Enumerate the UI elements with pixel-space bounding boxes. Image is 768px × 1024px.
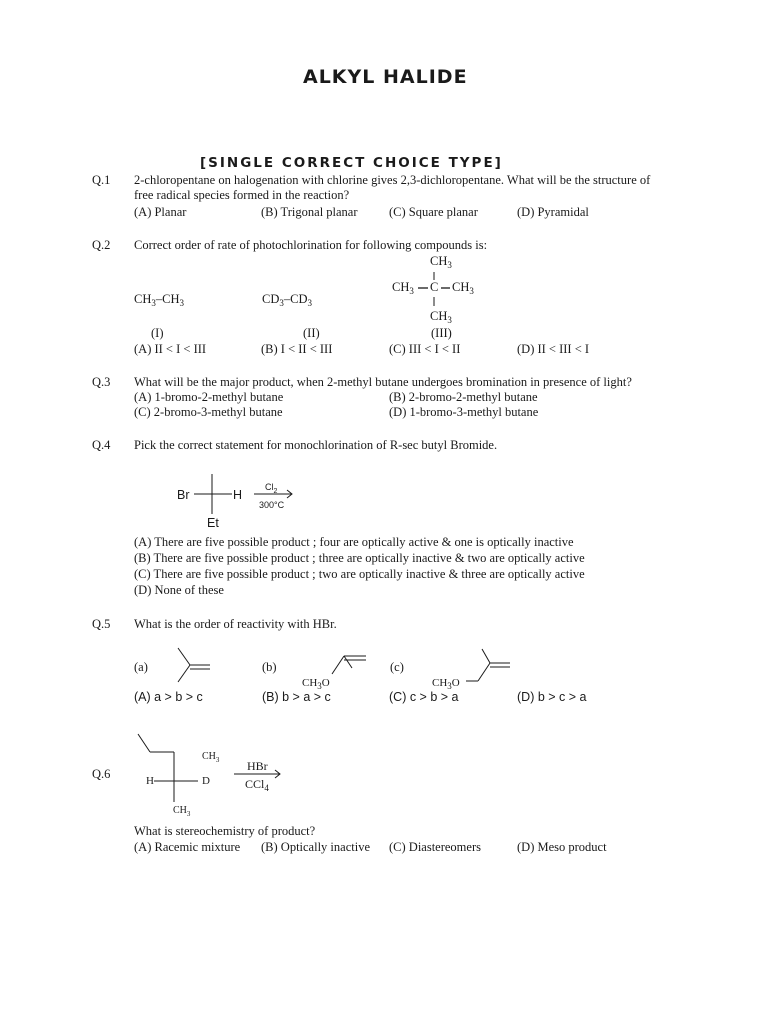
q5-structure-b [320, 644, 380, 684]
q5-structure-c-methoxy: $CH_3O$ [432, 677, 460, 691]
q4-bromine-label: Br [177, 488, 190, 502]
q2-neo-top-methyl: $CH_3$ [430, 254, 452, 270]
q2-option-a[interactable]: (A) II < I < III [134, 342, 207, 356]
q4-option-a[interactable]: (A) There are five possible product ; four are optically active & one is optically inactive [134, 535, 574, 549]
section-subtitle: [SINGLE CORRECT CHOICE TYPE] [200, 155, 503, 171]
q6-methyl-bottom: $CH_3$ [173, 805, 191, 818]
question-text-6: What is stereochemistry of product? [134, 824, 316, 838]
q2-option-c[interactable]: (C) III < I < II [389, 342, 461, 356]
q4-option-d[interactable]: (D) None of these [134, 583, 224, 597]
question-number-5: Q.5 [92, 617, 111, 631]
q5-structure-b-methoxy: $CH_3O$ [302, 677, 330, 691]
q5-option-d[interactable]: (D) b > c > a [517, 690, 587, 704]
question-number-6: Q.6 [92, 767, 111, 781]
q2-neo-bottom-methyl: $CH_3$ [430, 309, 452, 325]
q6-option-a[interactable]: (A) Racemic mixture [134, 840, 241, 854]
q5-option-b[interactable]: (B) b > a > c [262, 690, 331, 704]
q5-label-a: (a) [134, 660, 148, 674]
question-text-4: Pick the correct statement for monochlorination of R-sec butyl Bromide. [134, 438, 498, 452]
q5-option-a[interactable]: (A) a > b > c [134, 690, 203, 704]
q5-option-c[interactable]: (C) c > b > a [389, 690, 459, 704]
q6-fischer-structure [134, 732, 304, 812]
q6-deuterium-label: D [202, 775, 210, 787]
q6-methyl-top: $CH_3$ [202, 751, 220, 764]
q5-label-c: (c) [390, 660, 404, 674]
q4-option-c[interactable]: (C) There are five possible product ; two are optically inactive & three are optically active [134, 567, 585, 581]
question-number-2: Q.2 [92, 238, 111, 252]
q2-neo-right-methyl: $CH_3$ [452, 280, 474, 296]
q2-neo-left-methyl: $CH_3$ [392, 280, 414, 296]
q4-fischer-structure [190, 472, 330, 532]
q2-neo-bonds [410, 262, 470, 325]
q2-label-2: (II) [303, 326, 320, 340]
q4-reagent-bottom: 300°C [259, 500, 285, 510]
question-text-1b: free radical species formed in the reaction? [134, 188, 350, 202]
q5-structure-c [462, 643, 522, 683]
q4-ethyl-label: Et [207, 516, 219, 530]
q6-option-d[interactable]: (D) Meso product [517, 840, 607, 854]
question-number-1: Q.1 [92, 173, 111, 187]
page-title: ALKYL HALIDE [303, 66, 468, 88]
q1-option-c[interactable]: (C) Square planar [389, 205, 478, 219]
question-text-2: Correct order of rate of photochlorination for following compounds is: [134, 238, 488, 252]
q2-compound-deuteroethane: $CD_3-CD_3$ [262, 292, 312, 308]
q5-label-b: (b) [262, 660, 277, 674]
q6-reagent-bottom: CCl$_4$ [245, 777, 269, 793]
q4-reagent-top: $Cl_2$ [265, 482, 278, 495]
question-text-1a: 2-chloropentane on halogenation with chlorine gives 2,3-dichloropentane. What will be the structure of [134, 173, 651, 187]
q1-option-a[interactable]: (A) Planar [134, 205, 187, 219]
question-text-3: What will be the major product, when 2-methyl butane undergoes bromination in presence of light? [134, 375, 632, 389]
q6-reagent-top: HBr [247, 759, 268, 773]
q5-structure-a [170, 645, 230, 685]
question-text-5: What is the order of reactivity with HBr. [134, 617, 337, 631]
q2-compound-ethane: $CH_3-CH_3$ [134, 292, 184, 308]
q6-option-b[interactable]: (B) Optically inactive [261, 840, 370, 854]
q3-option-a[interactable]: (A) 1-bromo-2-methyl butane [134, 390, 284, 404]
q1-option-d[interactable]: (D) Pyramidal [517, 205, 589, 219]
q2-label-3: (III) [431, 326, 452, 340]
q3-option-b[interactable]: (B) 2-bromo-2-methyl butane [389, 390, 538, 404]
q1-option-b[interactable]: (B) Trigonal planar [261, 205, 358, 219]
question-number-3: Q.3 [92, 375, 111, 389]
q2-option-b[interactable]: (B) I < II < III [261, 342, 333, 356]
q2-neo-center-carbon: C [430, 280, 439, 294]
q6-option-c[interactable]: (C) Diastereomers [389, 840, 481, 854]
q3-option-c[interactable]: (C) 2-bromo-3-methyl butane [134, 405, 283, 419]
q2-label-1: (I) [151, 326, 164, 340]
question-number-4: Q.4 [92, 438, 111, 452]
q6-hydrogen-label: H [146, 775, 154, 787]
q3-option-d[interactable]: (D) 1-bromo-3-methyl butane [389, 405, 539, 419]
q2-option-d[interactable]: (D) II < III < I [517, 342, 590, 356]
q4-option-b[interactable]: (B) There are five possible product ; three are optically inactive & two are optically active [134, 551, 585, 565]
q4-hydrogen-label: H [233, 488, 243, 502]
